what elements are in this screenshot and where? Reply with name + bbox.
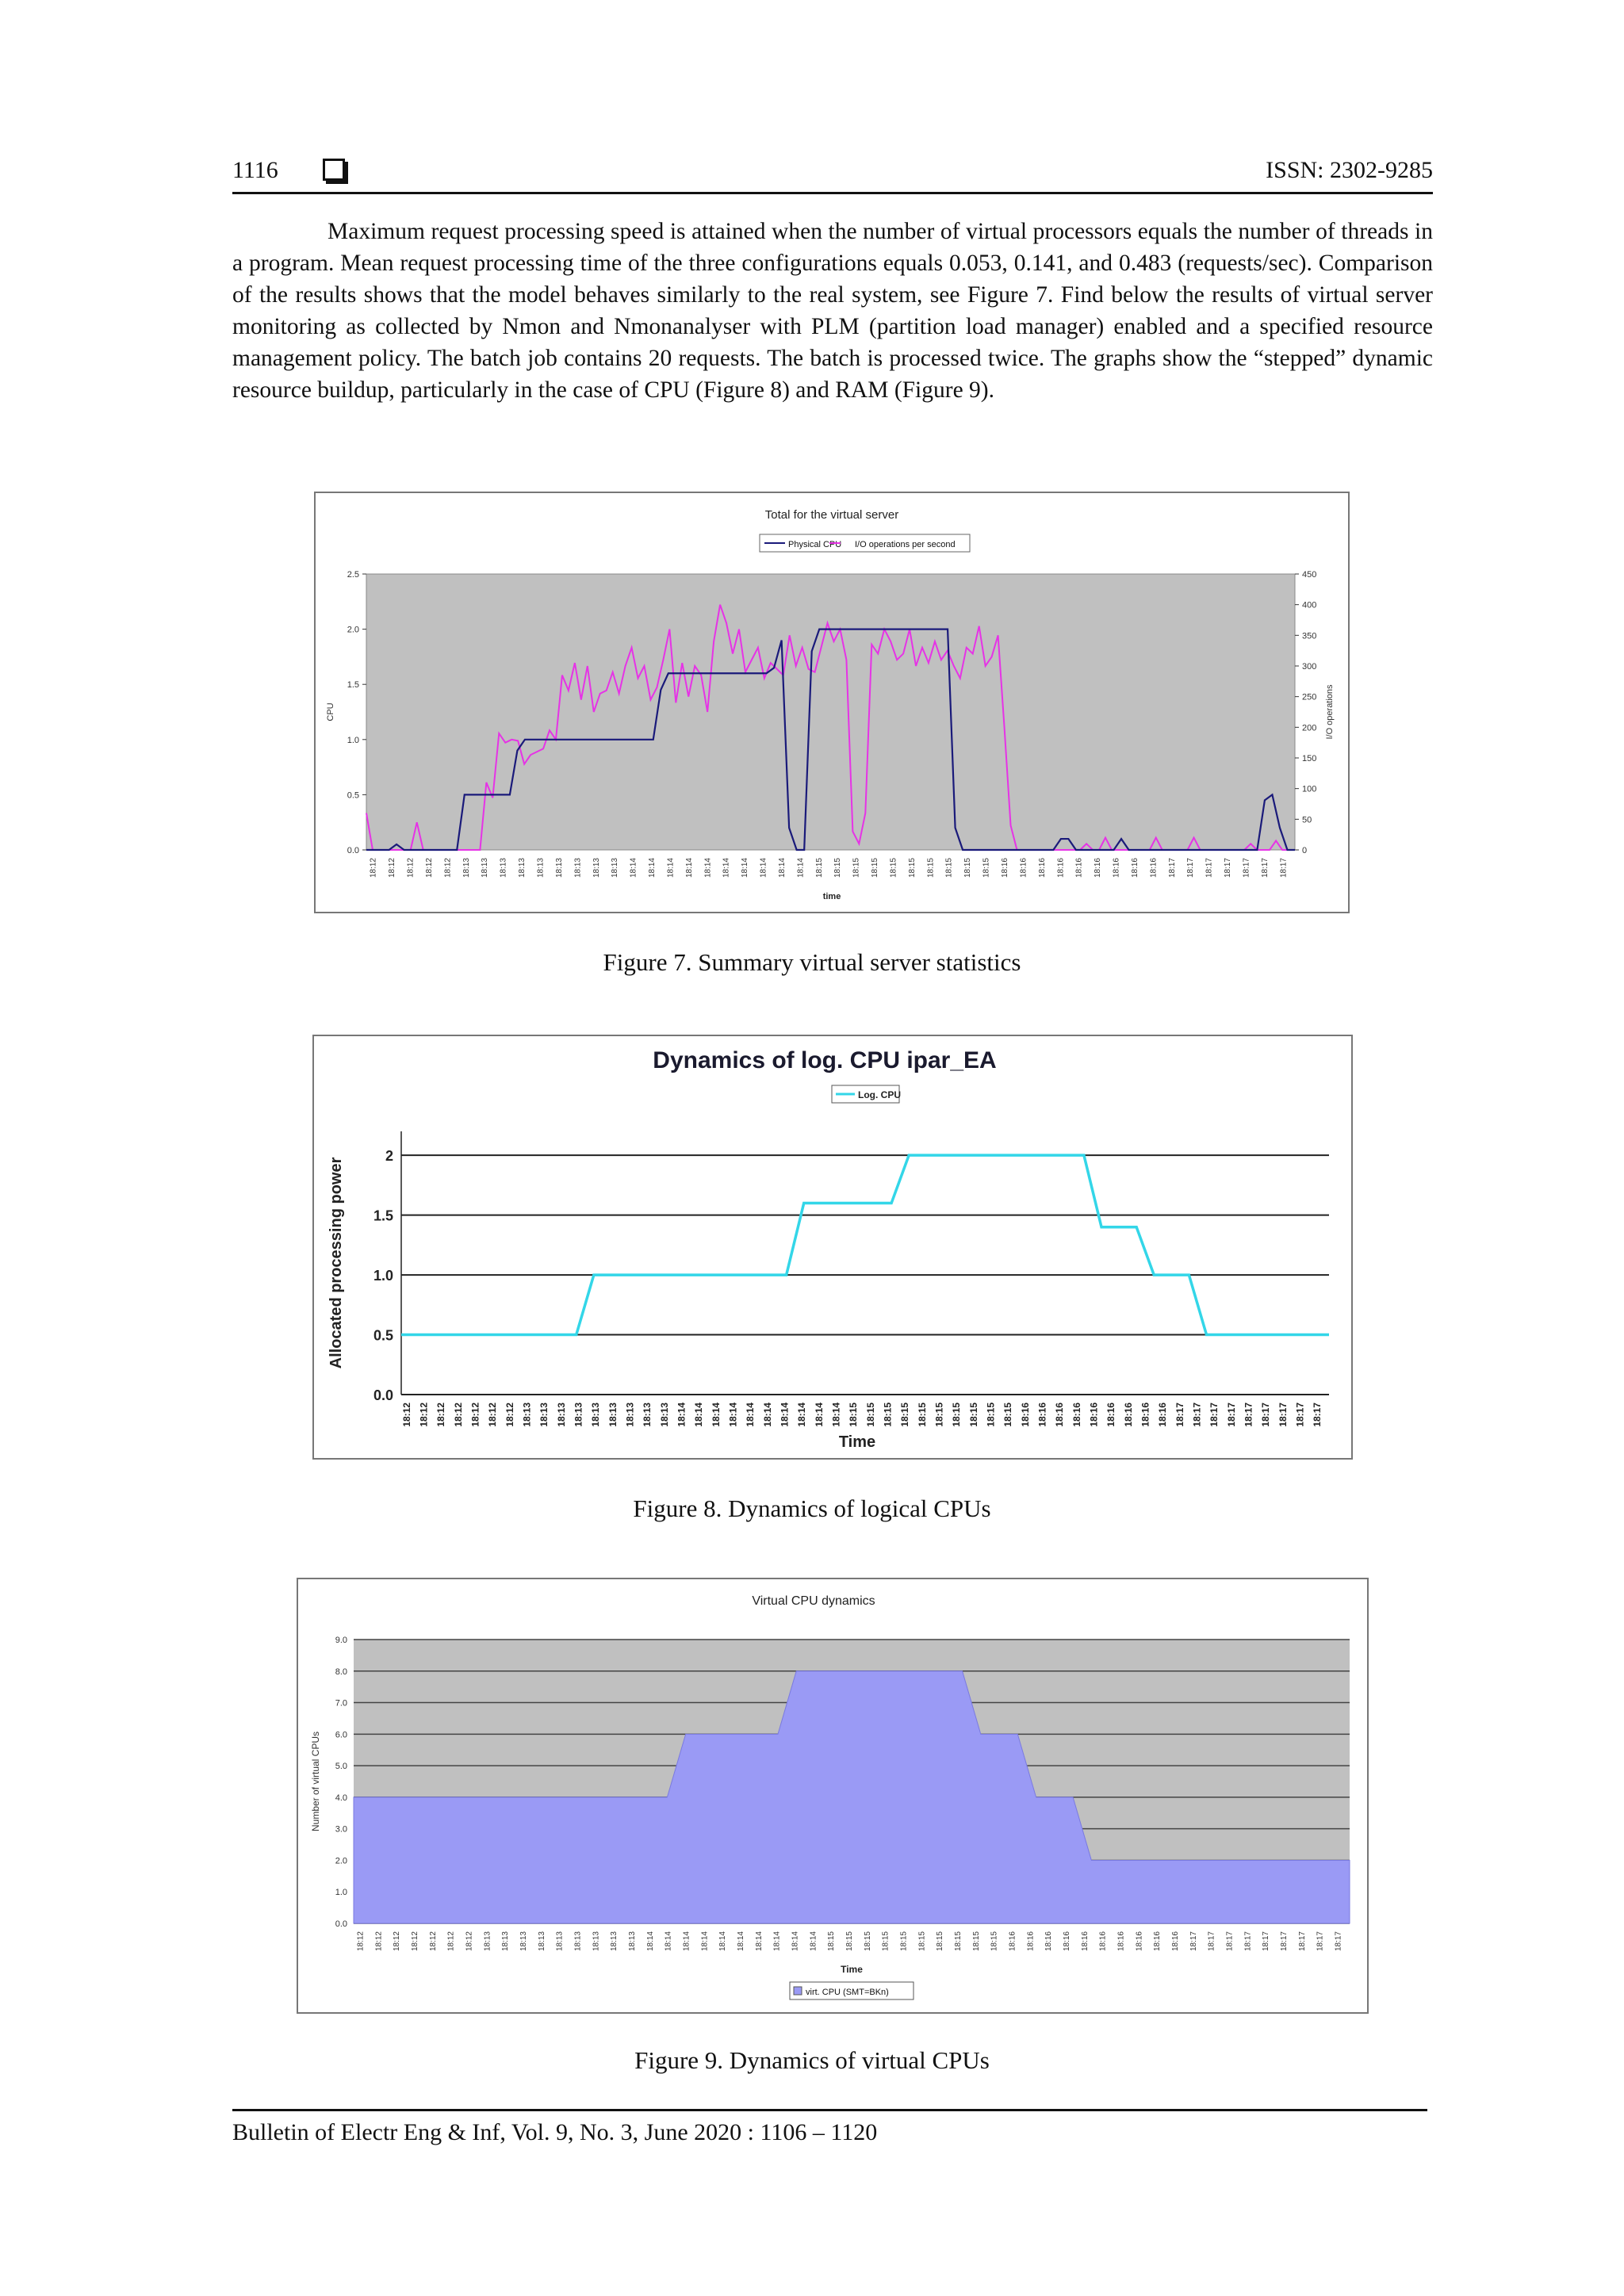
y-tick-label: 1.5 — [373, 1207, 393, 1224]
x-tick-label: 18:12 — [465, 1931, 474, 1952]
x-tick-label: 18:12 — [452, 1402, 464, 1427]
x-tick-label: 18:12 — [374, 1931, 384, 1952]
x-tick-label: 18:17 — [1242, 858, 1251, 878]
x-tick-label: 18:16 — [1019, 858, 1028, 878]
x-tick-label: 18:17 — [1191, 1402, 1203, 1427]
x-tick-label: 18:13 — [518, 858, 527, 878]
x-tick-label: 18:15 — [899, 1402, 911, 1427]
fig8-chart — [314, 1036, 1351, 1458]
x-tick-label: 18:12 — [446, 1931, 456, 1952]
legend-label-io: I/O operations per second — [855, 540, 956, 549]
x-tick-label: 18:15 — [936, 1931, 945, 1952]
x-tick-label: 18:12 — [469, 1402, 481, 1427]
y-tick-label: 2.0 — [347, 625, 359, 635]
x-tick-label: 18:15 — [982, 858, 991, 878]
y2-tick-label: 450 — [1302, 570, 1317, 580]
x-tick-label: 18:16 — [1056, 858, 1066, 878]
x-tick-label: 18:14 — [682, 1931, 691, 1952]
x-tick-label: 18:15 — [881, 1931, 891, 1952]
y-tick-label: 0.5 — [347, 790, 359, 801]
x-tick-label: 18:15 — [882, 1402, 894, 1427]
fig9-chart — [298, 1579, 1367, 2012]
x-tick-label: 18:14 — [741, 858, 750, 878]
x-tick-label: 18:14 — [809, 1931, 818, 1952]
issn: ISSN: 2302-9285 — [1266, 157, 1433, 183]
y-tick-label: 0.0 — [335, 1919, 347, 1929]
x-tick-label: 18:15 — [899, 1931, 909, 1952]
x-tick-label: 18:13 — [521, 1402, 533, 1427]
y2-tick-label: 400 — [1302, 600, 1317, 610]
x-tick-label: 18:16 — [1037, 858, 1047, 878]
figure-9 — [297, 1578, 1369, 2014]
x-tick-label: 18:15 — [917, 1931, 927, 1952]
x-tick-label: 18:17 — [1262, 1931, 1271, 1952]
x-tick-label: 18:13 — [592, 1931, 601, 1952]
x-tick-label: 18:15 — [852, 858, 861, 878]
x-tick-label: 18:12 — [435, 1402, 447, 1427]
x-tick-label: 18:16 — [1000, 858, 1009, 878]
x-tick-label: 18:13 — [573, 1402, 584, 1427]
x-tick-label: 18:14 — [745, 1402, 756, 1427]
y-tick-label: 2 — [385, 1148, 393, 1165]
fig7-chart — [316, 493, 1348, 912]
x-tick-label: 18:14 — [736, 1931, 745, 1952]
x-tick-label: 18:16 — [1019, 1402, 1031, 1427]
x-tick-label: 18:13 — [610, 1931, 619, 1952]
x-tick-label: 18:14 — [703, 858, 713, 878]
x-tick-label: 18:17 — [1189, 1931, 1198, 1952]
x-tick-label: 18:12 — [400, 1402, 412, 1427]
y-tick-label: 1.0 — [335, 1888, 347, 1898]
x-tick-label: 18:14 — [759, 858, 768, 878]
x-tick-label: 18:17 — [1294, 1402, 1306, 1427]
x-tick-label: 18:13 — [499, 858, 508, 878]
x-tick-label: 18:12 — [443, 858, 453, 878]
x-tick-label: 18:14 — [796, 858, 806, 878]
x-tick-label: 18:15 — [963, 858, 973, 878]
x-tick-label: 18:15 — [814, 858, 824, 878]
x-tick-label: 18:14 — [722, 858, 731, 878]
x-tick-label: 18:17 — [1334, 1931, 1343, 1952]
x-tick-label: 18:13 — [519, 1931, 528, 1952]
x-tick-label: 18:15 — [916, 1402, 928, 1427]
y2-tick-label: 350 — [1302, 631, 1317, 641]
page-number: 1116 — [232, 157, 278, 183]
x-tick-label: 18:12 — [410, 1931, 419, 1952]
x-tick-label: 18:17 — [1205, 858, 1214, 878]
y-tick-label: 5.0 — [335, 1762, 347, 1772]
x-tick-label: 18:12 — [424, 858, 434, 878]
y2-tick-label: 0 — [1302, 846, 1308, 855]
x-tick-label: 18:16 — [1098, 1931, 1108, 1952]
x-tick-label: 18:14 — [830, 1402, 842, 1427]
x-tick-label: 18:17 — [1207, 1931, 1216, 1952]
x-tick-label: 18:13 — [555, 1402, 567, 1427]
x-tick-label: 18:17 — [1174, 1402, 1185, 1427]
y-tick-label: 1.0 — [373, 1268, 393, 1284]
y-tick-label: 2.5 — [347, 570, 359, 580]
x-tick-label: 18:13 — [573, 858, 583, 878]
x-tick-label: 18:15 — [848, 1402, 860, 1427]
x-tick-label: 18:16 — [1171, 1931, 1181, 1952]
figure-8 — [312, 1035, 1353, 1460]
x-tick-label: 18:12 — [418, 1402, 430, 1427]
x-tick-label: 18:16 — [1026, 1931, 1036, 1952]
x-tick-label: 18:14 — [761, 1402, 773, 1427]
x-tick-label: 18:12 — [487, 1402, 499, 1427]
legend-label: virt. CPU (SMT=BKn) — [806, 1988, 889, 1997]
x-tick-label: 18:14 — [629, 858, 638, 878]
y2-tick-label: 50 — [1302, 815, 1312, 825]
y2-tick-label: 100 — [1302, 784, 1317, 794]
x-tick-label: 18:13 — [592, 858, 601, 878]
x-tick-label: 18:13 — [501, 1931, 511, 1952]
x-tick-label: 18:12 — [356, 1931, 366, 1952]
x-tick-label: 18:15 — [1002, 1402, 1014, 1427]
x-tick-label: 18:13 — [590, 1402, 602, 1427]
x-tick-label: 18:13 — [627, 1931, 637, 1952]
x-tick-label: 18:15 — [889, 858, 898, 878]
x-tick-label: 18:16 — [1080, 1931, 1090, 1952]
x-tick-label: 18:15 — [871, 858, 880, 878]
y-axis-label: Allocated processing power — [327, 1157, 345, 1369]
x-tick-label: 18:15 — [985, 1402, 997, 1427]
y-tick-label: 2.0 — [335, 1856, 347, 1866]
square-bullet-icon — [323, 159, 345, 181]
x-tick-label: 18:13 — [573, 1931, 583, 1952]
chart-title: Total for the virtual server — [764, 508, 899, 522]
y2-axis-label: I/O operations — [1325, 684, 1335, 740]
x-tick-label: 18:16 — [1135, 1931, 1144, 1952]
x-tick-label: 18:15 — [833, 858, 843, 878]
x-tick-label: 18:16 — [1112, 858, 1121, 878]
x-tick-label: 18:14 — [648, 858, 657, 878]
x-tick-label: 18:14 — [813, 1402, 825, 1427]
x-tick-label: 18:16 — [1094, 858, 1103, 878]
x-tick-label: 18:16 — [1088, 1402, 1100, 1427]
x-tick-label: 18:13 — [462, 858, 471, 878]
x-tick-label: 18:17 — [1260, 1402, 1272, 1427]
running-header — [232, 152, 1433, 194]
figure-8-caption: Figure 8. Dynamics of logical CPUs — [633, 1494, 991, 1522]
x-tick-label: 18:12 — [369, 858, 378, 878]
x-tick-label: 18:16 — [1157, 1402, 1169, 1427]
x-tick-label: 18:14 — [796, 1402, 808, 1427]
x-tick-label: 18:15 — [951, 1402, 963, 1427]
chart-title: Dynamics of log. CPU ipar_EA — [653, 1047, 997, 1073]
x-tick-label: 18:16 — [1122, 1402, 1134, 1427]
x-tick-label: 18:15 — [933, 1402, 945, 1427]
x-tick-label: 18:13 — [607, 1402, 619, 1427]
x-tick-label: 18:16 — [1054, 1402, 1066, 1427]
x-tick-label: 18:17 — [1280, 1931, 1289, 1952]
x-tick-label: 18:15 — [971, 1931, 981, 1952]
plot-area — [366, 574, 1295, 850]
x-tick-label: 18:14 — [693, 1402, 705, 1427]
x-tick-label: 18:13 — [555, 1931, 565, 1952]
y-tick-label: 1.5 — [347, 680, 359, 691]
x-tick-label: 18:14 — [645, 1931, 655, 1952]
x-tick-label: 18:16 — [1063, 1931, 1072, 1952]
y-tick-label: 0.0 — [373, 1387, 393, 1403]
legend-label: Log. CPU — [858, 1089, 901, 1100]
x-tick-label: 18:17 — [1277, 1402, 1289, 1427]
running-footer: Bulletin of Electr Eng & Inf, Vol. 9, No. 3, June 2020 : 1106 – 1120 — [232, 2109, 1427, 2146]
x-tick-label: 18:17 — [1260, 858, 1270, 878]
x-tick-label: 18:17 — [1186, 858, 1196, 878]
x-tick-label: 18:16 — [1008, 1931, 1017, 1952]
figure-7-caption: Figure 7. Summary virtual server statistics — [603, 948, 1021, 976]
x-tick-label: 18:15 — [864, 1402, 876, 1427]
x-tick-label: 18:14 — [676, 1402, 688, 1427]
x-tick-label: 18:16 — [1139, 1402, 1151, 1427]
legend-label-cpu: Physical CPU — [788, 540, 842, 549]
x-tick-label: 18:16 — [1149, 858, 1159, 878]
x-tick-label: 18:17 — [1225, 1931, 1235, 1952]
y-tick-label: 9.0 — [335, 1636, 347, 1645]
y2-tick-label: 300 — [1302, 662, 1317, 672]
y-axis-label: CPU — [326, 702, 335, 721]
x-tick-label: 18:14 — [791, 1931, 800, 1952]
x-tick-label: 18:16 — [1074, 858, 1084, 878]
x-tick-label: 18:14 — [772, 1931, 782, 1952]
y-tick-label: 6.0 — [335, 1730, 347, 1740]
y2-tick-label: 200 — [1302, 723, 1317, 733]
series-line-log-cpu — [401, 1155, 1329, 1334]
x-tick-label: 18:12 — [504, 1402, 515, 1427]
x-tick-label: 18:13 — [537, 1931, 546, 1952]
x-tick-label: 18:17 — [1224, 858, 1233, 878]
x-tick-label: 18:17 — [1225, 1402, 1237, 1427]
figure-7 — [314, 492, 1350, 913]
x-tick-label: 18:17 — [1167, 858, 1177, 878]
y-tick-label: 4.0 — [335, 1793, 347, 1803]
y-axis-label: Number of virtual CPUs — [310, 1731, 321, 1832]
x-tick-label: 18:13 — [642, 1402, 653, 1427]
x-tick-label: 18:15 — [827, 1931, 837, 1952]
x-tick-label: 18:13 — [538, 1402, 550, 1427]
x-tick-label: 18:15 — [926, 858, 936, 878]
y-tick-label: 7.0 — [335, 1698, 347, 1709]
x-tick-label: 18:15 — [845, 1931, 854, 1952]
y2-tick-label: 250 — [1302, 692, 1317, 702]
x-tick-label: 18:16 — [1071, 1402, 1082, 1427]
x-tick-label: 18:13 — [536, 858, 546, 878]
x-tick-label: 18:12 — [406, 858, 416, 878]
x-tick-label: 18:16 — [1036, 1402, 1048, 1427]
x-tick-label: 18:14 — [664, 1931, 673, 1952]
x-tick-label: 18:16 — [1105, 1402, 1117, 1427]
x-tick-label: 18:14 — [710, 1402, 722, 1427]
y-tick-label: 1.0 — [347, 735, 359, 745]
x-tick-label: 18:14 — [684, 858, 694, 878]
x-tick-label: 18:12 — [393, 1931, 402, 1952]
x-tick-label: 18:14 — [754, 1931, 764, 1952]
y-tick-label: 3.0 — [335, 1824, 347, 1835]
x-tick-label: 18:16 — [1153, 1931, 1162, 1952]
x-tick-label: 18:12 — [388, 858, 397, 878]
x-tick-label: 18:16 — [1116, 1931, 1126, 1952]
x-tick-label: 18:14 — [727, 1402, 739, 1427]
legend-swatch — [794, 1987, 802, 1995]
x-tick-label: 18:13 — [624, 1402, 636, 1427]
x-tick-label: 18:14 — [666, 858, 676, 878]
x-tick-label: 18:13 — [658, 1402, 670, 1427]
x-tick-label: 18:14 — [700, 1931, 710, 1952]
x-tick-label: 18:16 — [1044, 1931, 1054, 1952]
figure-9-caption: Figure 9. Dynamics of virtual CPUs — [634, 2046, 990, 2074]
x-tick-label: 18:17 — [1208, 1402, 1220, 1427]
x-tick-label: 18:17 — [1243, 1402, 1254, 1427]
body-paragraph — [232, 216, 1433, 406]
x-tick-label: 18:13 — [483, 1931, 492, 1952]
x-tick-label: 18:14 — [779, 1402, 791, 1427]
y-tick-label: 0.5 — [373, 1327, 393, 1344]
x-axis-label: Time — [838, 1433, 876, 1451]
x-tick-label: 18:14 — [718, 1931, 728, 1952]
x-tick-label: 18:15 — [944, 858, 954, 878]
x-tick-label: 18:13 — [481, 858, 490, 878]
x-tick-label: 18:14 — [777, 858, 787, 878]
chart-title: Virtual CPU dynamics — [752, 1594, 875, 1608]
x-tick-label: 18:15 — [990, 1931, 999, 1952]
x-axis-label: Time — [841, 1964, 863, 1975]
x-tick-label: 18:17 — [1316, 1931, 1325, 1952]
x-tick-label: 18:15 — [967, 1402, 979, 1427]
x-tick-label: 18:17 — [1243, 1931, 1253, 1952]
x-tick-label: 18:17 — [1312, 1402, 1323, 1427]
x-tick-label: 18:17 — [1279, 858, 1289, 878]
x-tick-label: 18:17 — [1297, 1931, 1307, 1952]
y-tick-label: 0.0 — [347, 846, 359, 855]
x-tick-label: 18:16 — [1130, 858, 1139, 878]
x-tick-label: 18:15 — [954, 1931, 963, 1952]
x-tick-label: 18:13 — [554, 858, 564, 878]
x-axis-label: time — [822, 892, 841, 901]
y-tick-label: 8.0 — [335, 1667, 347, 1677]
x-tick-label: 18:15 — [863, 1931, 872, 1952]
x-tick-label: 18:15 — [907, 858, 917, 878]
x-tick-label: 18:13 — [611, 858, 620, 878]
y2-tick-label: 150 — [1302, 754, 1317, 763]
x-tick-label: 18:12 — [428, 1931, 438, 1952]
body-text: Maximum request processing speed is attained when the number of virtual processors equals the number of threads in a program. Mean request processing time of the three configurations equals 0.053, 0.141, and 0.483 (requests/sec). Comparison of the results shows that the model behaves similarly to the real system, see Figure 7. Find below the results of virtual server monitoring as collected by Nmon and Nmonanalyser with PLM (partition load manager) enabled and a specified resource management policy. The batch job contains 20 requests. The batch is processed twice. The graphs show the “stepped” dynamic resource buildup, particularly in the case of CPU (Figure 8) and RAM (Figure 9). — [232, 219, 1433, 403]
